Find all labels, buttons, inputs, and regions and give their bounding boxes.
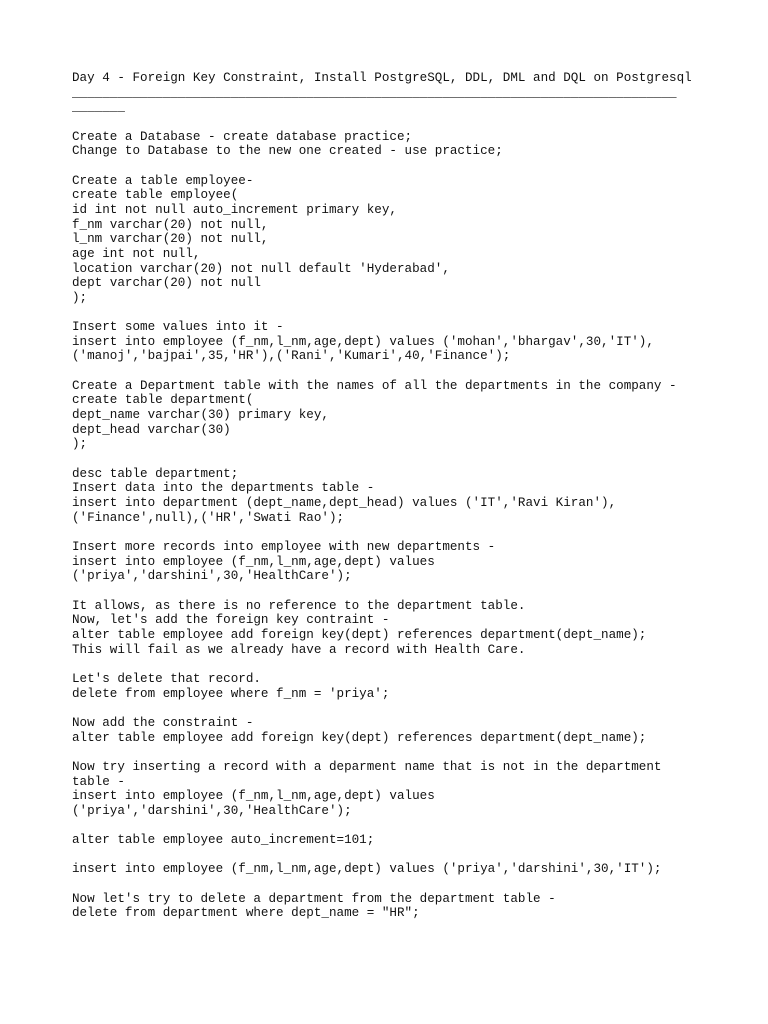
paragraph-spacer (72, 306, 702, 321)
text-line: Create a Department table with the names of all the departments in the company - (72, 378, 677, 393)
text-block (72, 862, 702, 877)
spacer (72, 115, 702, 130)
text-line: Now try inserting a record with a deparment name that is not in the department (72, 759, 662, 774)
text-line: Now add the constraint - (72, 715, 254, 730)
text-line: Change to Database to the new one created - use practice; (72, 144, 503, 159)
text-line: ); (72, 290, 88, 305)
text-line: alter table employee add foreign key(dept) references department(dept_name); (72, 627, 647, 642)
text-line: It allows, as there is no reference to the department table. (72, 598, 526, 613)
text-block (72, 174, 702, 306)
text-block (72, 320, 702, 364)
text-line: Now let's try to delete a department from the department table - (72, 891, 556, 906)
text-line: desc table department; (72, 466, 239, 481)
text-line: ('priya','darshini',30,'HealthCare'); (72, 803, 352, 818)
text-line: Now, let's add the foreign key contraint - (72, 613, 390, 628)
text-block (72, 130, 702, 159)
text-line: create table employee( (72, 188, 239, 203)
text-block (72, 599, 702, 658)
paragraph-spacer (72, 525, 702, 540)
text-line: dept_head varchar(30) (72, 422, 231, 437)
text-line: insert into department (dept_name,dept_head) values ('IT','Ravi Kiran'), (72, 496, 617, 511)
text-line: f_nm varchar(20) not null, (72, 217, 269, 232)
text-line: Create a Database - create database practice; (72, 129, 413, 144)
text-line: insert into employee (f_nm,l_nm,age,dept) values (72, 789, 435, 804)
paragraph-spacer (72, 452, 702, 467)
text-line: l_nm varchar(20) not null, (72, 232, 269, 247)
text-block (72, 760, 702, 819)
text-line: ); (72, 437, 88, 452)
text-block (72, 892, 702, 921)
text-line: Insert some values into it - (72, 320, 284, 335)
document-page (72, 71, 702, 921)
document-body (72, 130, 702, 921)
text-block (72, 379, 702, 452)
text-line: Insert more records into employee with new departments - (72, 540, 496, 554)
paragraph-spacer (72, 364, 702, 379)
paragraph-spacer (72, 159, 702, 174)
text-line: create table department( (72, 393, 254, 408)
text-line: dept_name varchar(30) primary key, (72, 408, 329, 423)
text-line: age int not null, (72, 246, 201, 261)
text-line: id int not null auto_increment primary key, (72, 202, 397, 217)
paragraph-spacer (72, 701, 702, 716)
text-line: Let's delete that record. (72, 671, 261, 686)
paragraph-spacer (72, 584, 702, 599)
text-line: Insert data into the departments table - (72, 481, 375, 496)
text-line: dept varchar(20) not null (72, 276, 261, 291)
text-block (72, 540, 702, 584)
text-block (72, 467, 702, 526)
text-line: table - (72, 774, 125, 789)
title-underline: ________________________________________________________________________________ (72, 85, 677, 100)
paragraph-spacer (72, 877, 702, 892)
text-line: ('manoj','bajpai',35,'HR'),('Rani','Kumari',40,'Finance'); (72, 349, 511, 364)
text-line: ('priya','darshini',30,'HealthCare'); (72, 569, 352, 584)
text-line: delete from employee where f_nm = 'priya'; (72, 686, 390, 701)
text-line: Create a table employee- (72, 173, 254, 188)
paragraph-spacer (72, 657, 702, 672)
text-line: alter table employee auto_increment=101; (72, 833, 375, 848)
text-line: insert into employee (f_nm,l_nm,age,dept) values ('priya','darshini',30,'IT'); (72, 862, 662, 877)
text-line: delete from department where dept_name = "HR"; (72, 906, 420, 921)
text-block (72, 672, 702, 701)
document-title: Day 4 - Foreign Key Constraint, Install PostgreSQL, DDL, DML and DQL on Postgresql (72, 71, 692, 85)
text-line: insert into employee (f_nm,l_nm,age,dept) values ('mohan','bhargav',30,'IT'), (72, 334, 654, 349)
paragraph-spacer (72, 745, 702, 760)
text-line: ('Finance',null),('HR','Swati Rao'); (72, 510, 345, 525)
text-block (72, 716, 702, 745)
text-line: location varchar(20) not null default 'Hyderabad', (72, 261, 450, 276)
title-underline-continued: _______ (72, 100, 125, 115)
text-line: insert into employee (f_nm,l_nm,age,dept) values (72, 554, 435, 569)
text-line: alter table employee add foreign key(dept) references department(dept_name); (72, 730, 647, 745)
paragraph-spacer (72, 818, 702, 833)
text-block (72, 833, 702, 848)
text-line: This will fail as we already have a record with Health Care. (72, 642, 526, 657)
paragraph-spacer (72, 848, 702, 863)
